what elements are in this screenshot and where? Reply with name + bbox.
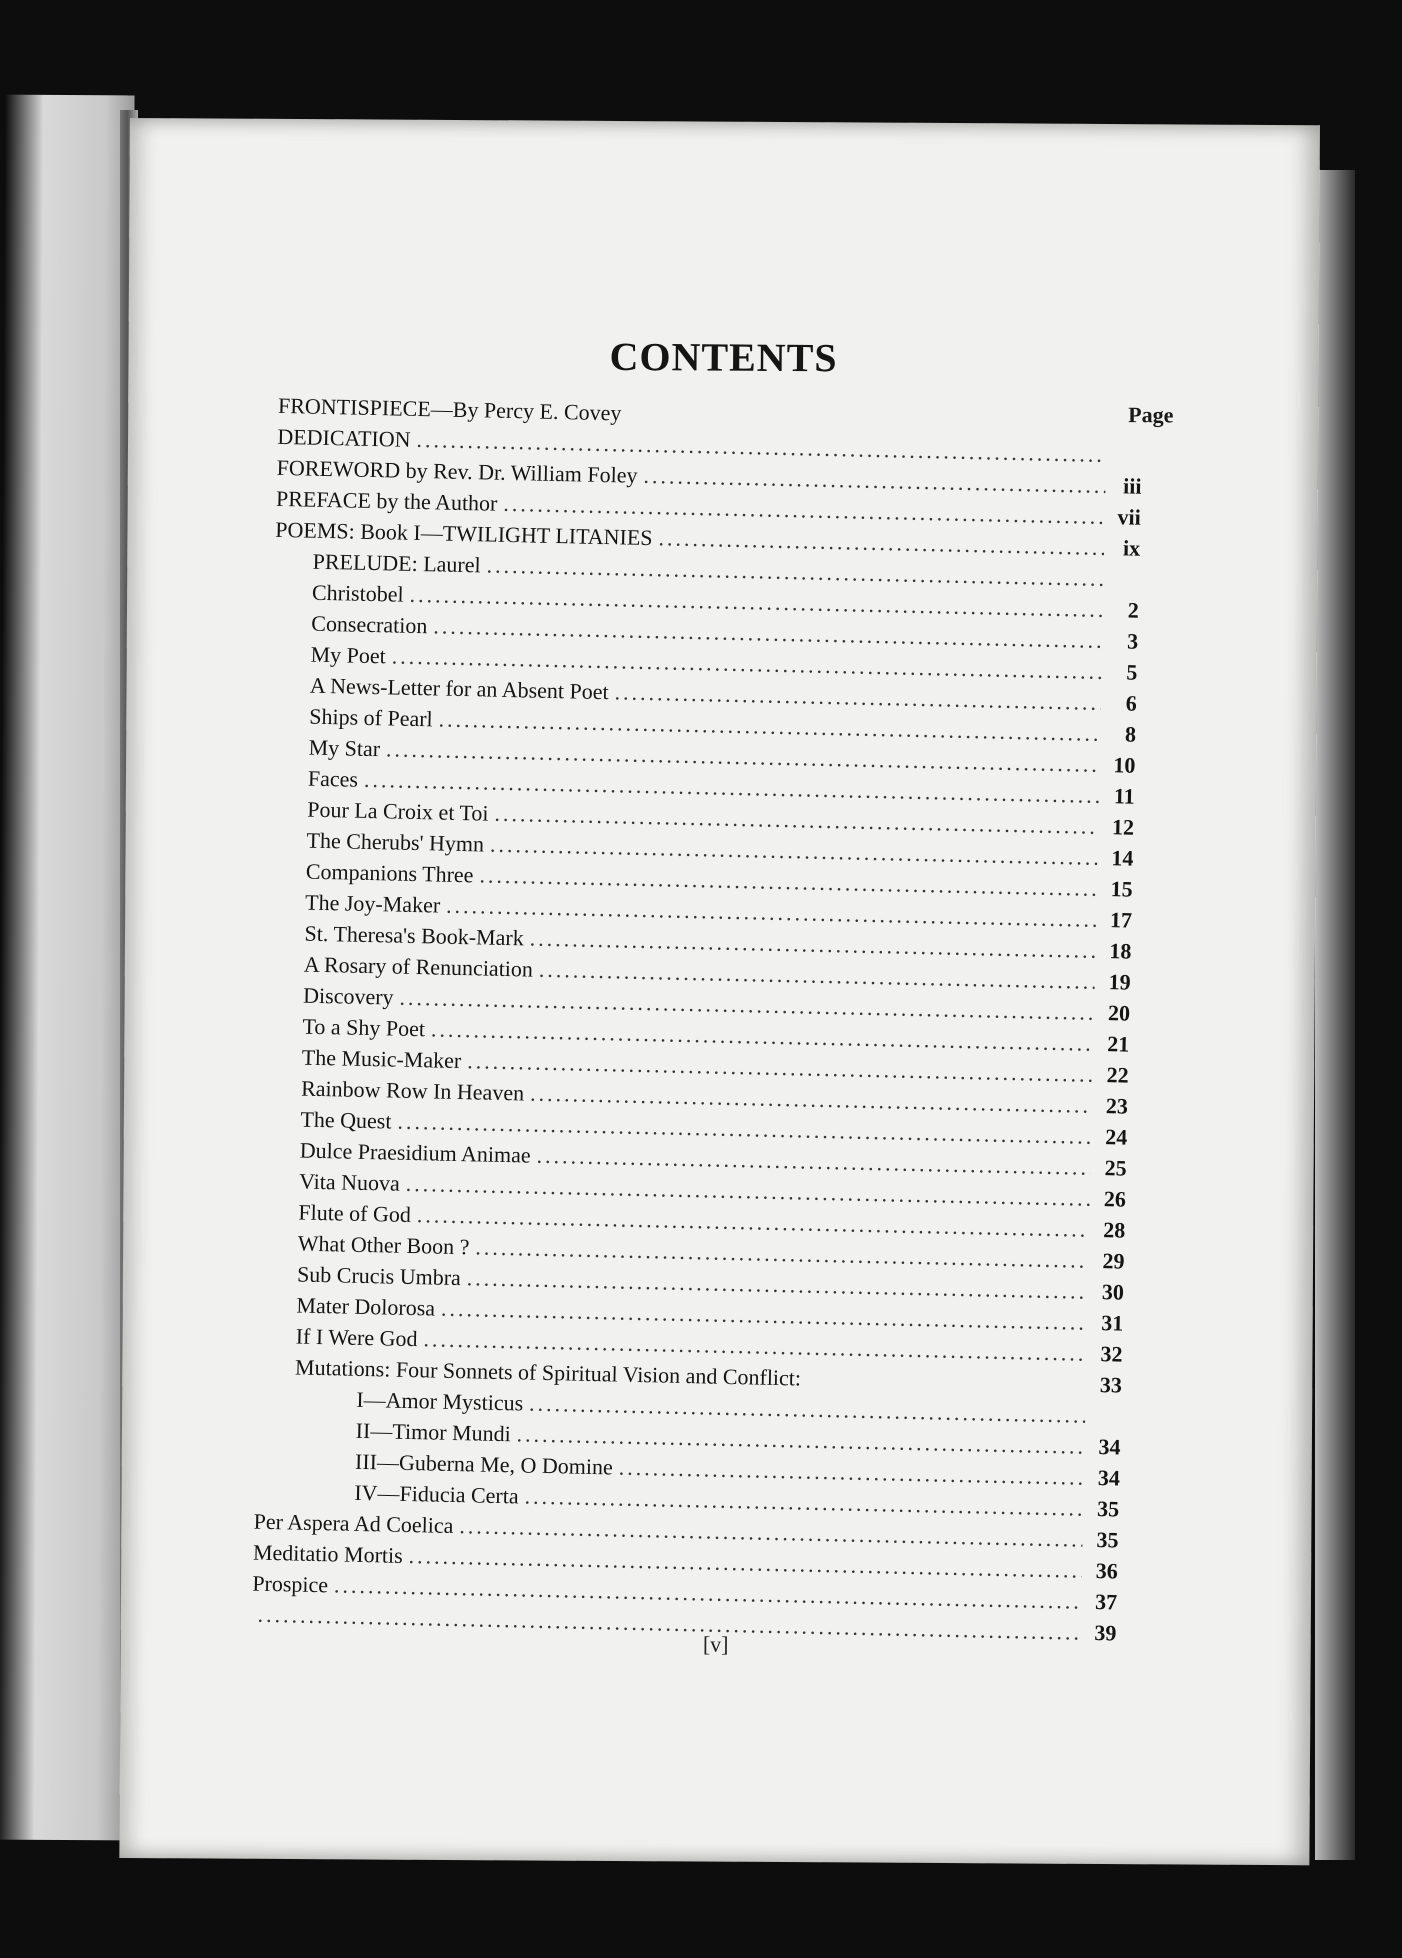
toc-entry-page-number: 26 bbox=[1103, 1186, 1127, 1212]
toc-entry-page-number: 22 bbox=[1106, 1062, 1129, 1088]
toc-entry-title: III—Guberna Me, O Domine bbox=[354, 1448, 614, 1480]
toc-entry-page-number: 23 bbox=[1105, 1093, 1129, 1119]
toc-entry-title: DEDICATION bbox=[277, 423, 411, 452]
toc-entry-page-number: 35 bbox=[1096, 1496, 1120, 1522]
toc-entry-page-number: vii bbox=[1117, 504, 1142, 530]
toc-entry-page-number: 34 bbox=[1098, 1434, 1121, 1460]
toc-entry-page-number: 37 bbox=[1094, 1589, 1118, 1615]
toc-entry-page-number: 29 bbox=[1102, 1248, 1125, 1274]
toc-entry-title: PREFACE by the Author bbox=[275, 485, 498, 516]
toc-entry-title: Dulce Praesidium Animae bbox=[299, 1137, 531, 1168]
toc-entry-title: The Cherubs' Hymn bbox=[306, 827, 485, 857]
toc-entry-title: Meditatio Mortis bbox=[252, 1539, 403, 1568]
toc-entry-title: PRELUDE: Laurel bbox=[312, 548, 481, 578]
toc-entry-page-number: 17 bbox=[1109, 907, 1133, 933]
contents-heading: CONTENTS bbox=[609, 333, 838, 381]
toc-entry-title: POEMS: Book I—TWILIGHT LITANIES bbox=[275, 516, 653, 551]
toc-entry-page-number: 8 bbox=[1124, 721, 1137, 747]
toc-entry-page-number: 39 bbox=[1094, 1620, 1117, 1646]
toc-entry-title: Per Aspera Ad Coelica bbox=[253, 1508, 454, 1538]
toc-entry-title: Vita Nuova bbox=[298, 1168, 401, 1196]
toc-entry-title: My Star bbox=[308, 734, 381, 762]
toc-entry-title: Prospice bbox=[252, 1570, 329, 1598]
toc-entry-title: The Music-Maker bbox=[301, 1044, 462, 1074]
toc-entry-page-number: iii bbox=[1122, 473, 1142, 499]
toc-entry-page-number: 30 bbox=[1101, 1279, 1125, 1305]
toc-entry-title: A Rosary of Renunciation bbox=[303, 951, 534, 982]
toc-entry-page-number bbox=[1112, 462, 1142, 463]
toc-entry-title: To a Shy Poet bbox=[302, 1013, 426, 1042]
toc-entry-title: Ships of Pearl bbox=[309, 703, 433, 732]
toc-entry-page-number: 31 bbox=[1100, 1310, 1124, 1336]
page-column-label: Page bbox=[1128, 402, 1174, 428]
toc-entry-title: The Quest bbox=[300, 1106, 392, 1134]
toc-entry-page-number: 21 bbox=[1107, 1031, 1130, 1057]
toc-entry-page-number: 3 bbox=[1126, 628, 1139, 654]
toc-entry-title: St. Theresa's Book-Mark bbox=[304, 920, 525, 951]
toc-entry-title: Flute of God bbox=[298, 1199, 412, 1227]
toc-entry-page-number: 11 bbox=[1113, 783, 1136, 809]
toc-entry-title: If I Were God bbox=[295, 1323, 418, 1352]
toc-entry-title: The Joy-Maker bbox=[304, 889, 441, 918]
toc-entry-title: IV—Fiducia Certa bbox=[354, 1479, 519, 1509]
toc-entry-page-number: 10 bbox=[1113, 752, 1136, 778]
toc-entry-title: II—Timor Mundi bbox=[355, 1417, 511, 1447]
book-page bbox=[119, 118, 1320, 1865]
toc-entry-page-number: 28 bbox=[1102, 1217, 1126, 1243]
toc-entry-title: I—Amor Mysticus bbox=[356, 1386, 524, 1416]
toc-entry-page-number: 20 bbox=[1107, 1000, 1131, 1026]
toc-entry-title: FOREWORD by Rev. Dr. William Foley bbox=[276, 454, 638, 488]
toc-entry-title: Mutations: Four Sonnets of Spiritual Vision and Conflict: bbox=[294, 1354, 802, 1391]
toc-entry-page-number: 2 bbox=[1127, 597, 1140, 623]
toc-entry-title: Companions Three bbox=[305, 858, 474, 888]
facing-page-edge bbox=[0, 95, 135, 1841]
toc-entry-title: A News-Letter for an Absent Poet bbox=[309, 672, 609, 705]
toc-entry-page-number: 33 bbox=[1099, 1372, 1123, 1398]
toc-entry-page-number: 19 bbox=[1108, 969, 1131, 995]
toc-entry-page-number: 12 bbox=[1111, 814, 1135, 840]
page-folio: [v] bbox=[702, 1631, 729, 1657]
toc-entry-page-number: 15 bbox=[1110, 876, 1133, 902]
toc-entry-title: Discovery bbox=[302, 982, 394, 1010]
toc-entry-page-number: 35 bbox=[1096, 1527, 1119, 1553]
spacer bbox=[621, 420, 1112, 431]
toc-entry-page-number: 32 bbox=[1100, 1341, 1123, 1367]
toc-entry-page-number: 18 bbox=[1109, 938, 1132, 964]
toc-entry-page-number: 34 bbox=[1097, 1465, 1121, 1491]
toc-entry-title: Sub Crucis Umbra bbox=[296, 1261, 462, 1291]
toc-entry-title: Mater Dolorosa bbox=[296, 1292, 436, 1321]
toc-entry-page-number bbox=[1109, 586, 1139, 587]
toc-entry-title: FRONTISPIECE—By Percy E. Covey bbox=[277, 392, 622, 426]
toc-entry-page-number: 6 bbox=[1125, 690, 1138, 716]
toc-entry-title: Faces bbox=[307, 765, 359, 792]
toc-entry-page-number: 25 bbox=[1104, 1155, 1127, 1181]
toc-entry-title: Consecration bbox=[311, 610, 428, 639]
toc-entry-page-number: 24 bbox=[1105, 1124, 1128, 1150]
spacer bbox=[801, 1386, 1092, 1392]
toc-entry-page-number: ix bbox=[1122, 535, 1141, 561]
toc-entry-page-number: 5 bbox=[1126, 659, 1138, 685]
toc-entry-page-number: 14 bbox=[1111, 845, 1134, 871]
toc-entry-title: Rainbow Row In Heaven bbox=[300, 1075, 525, 1106]
toc-entry-title: Pour La Croix et Toi bbox=[306, 796, 489, 826]
toc-entry-page-number: 36 bbox=[1095, 1558, 1119, 1584]
table-of-contents bbox=[251, 393, 1143, 1652]
toc-entry-page-number bbox=[1113, 431, 1143, 432]
page-edge-shadow bbox=[1315, 170, 1355, 1860]
toc-entry-title: What Other Boon ? bbox=[297, 1230, 470, 1260]
toc-entry-title: Christobel bbox=[311, 579, 404, 607]
toc-entry-page-number bbox=[1091, 1423, 1121, 1424]
toc-entry-title: My Poet bbox=[310, 641, 387, 669]
